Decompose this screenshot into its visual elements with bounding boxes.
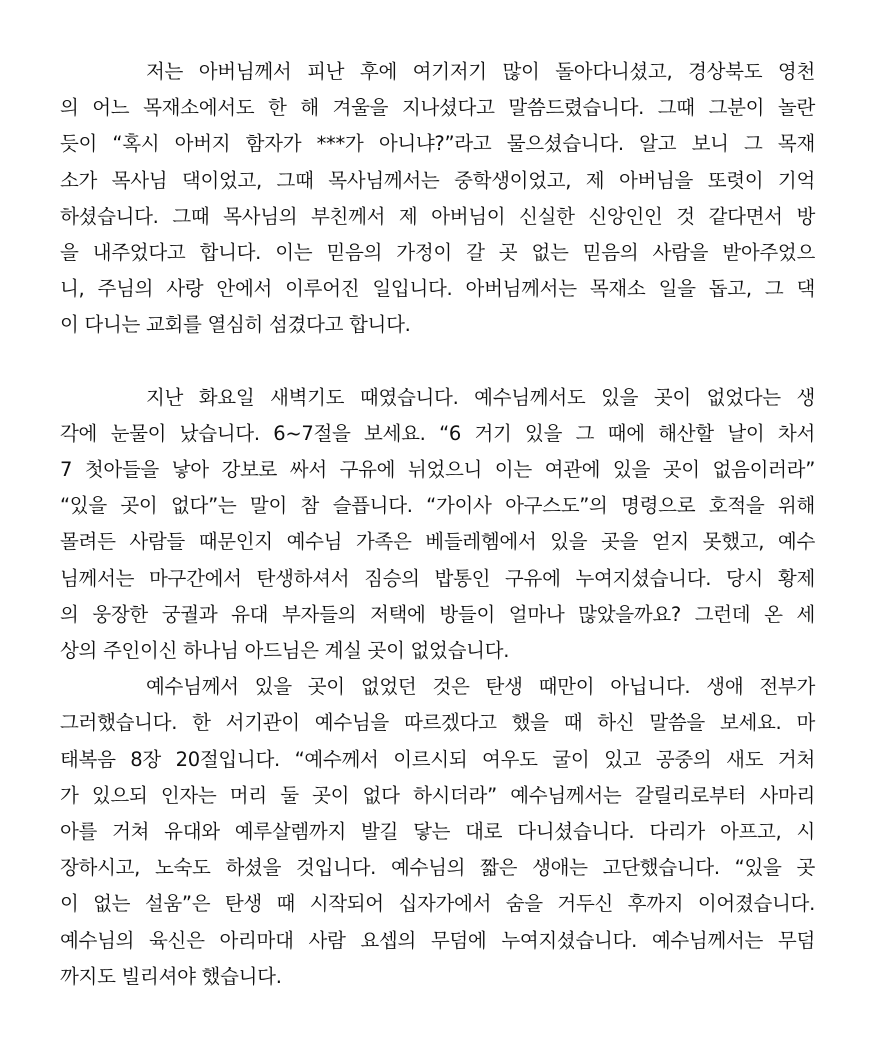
paragraph-whole-life xyxy=(60,669,815,995)
text-line: 님께서는 마구간에서 탄생하셔서 짐승의 밥통인 구유에 누여지셨습니다. 당시 황제 xyxy=(60,566,815,590)
text-line: 의 어느 목재소에서도 한 해 겨울을 지나셨다고 말씀드렸습니다. 그때 그분이 놀란 xyxy=(60,96,815,120)
text-line: 몰려든 사람들 때문인지 예수님 가족은 베들레헴에서 있을 곳을 얻지 못했고, 예수 xyxy=(60,530,815,554)
text-line: 듯이 “혹시 아버지 함자가 ***가 아니냐?”라고 물으셨습니다. 알고 보니 그 목재 xyxy=(60,132,815,156)
document-body xyxy=(60,54,815,995)
paragraph-no-place xyxy=(60,380,815,670)
text-line: 저는 아버님께서 피난 후에 여기저기 많이 돌아다니셨고, 경상북도 영천 xyxy=(146,60,815,83)
text-line: 소가 목사님 댁이었고, 그때 목사님께서는 중학생이었고, 제 아버님을 또렷이 기억 xyxy=(60,168,815,192)
text-line: 그러했습니다. 한 서기관이 예수님을 따르겠다고 했을 때 하신 말씀을 보세요. 마 xyxy=(60,711,815,735)
text-line: 이 다니는 교회를 열심히 섬겼다고 합니다. xyxy=(60,313,411,337)
text-line: 하셨습니다. 그때 목사님의 부친께서 제 아버님이 신실한 신앙인인 것 같다면서 방 xyxy=(60,204,815,228)
text-line: 상의 주인이신 하나님 아드님은 계실 곳이 없었습니다. xyxy=(60,639,510,663)
paragraph-father-story xyxy=(60,54,815,344)
text-line: 각에 눈물이 났습니다. 6~7절을 보세요. “6 거기 있을 그 때에 해산할 날이 차서 xyxy=(60,421,815,445)
text-line: 의 웅장한 궁궐과 유대 부자들의 저택에 방들이 얼마나 많았을까요? 그런데 온 세 xyxy=(60,602,815,626)
text-line: 장하시고, 노숙도 하셨을 것입니다. 예수님의 짧은 생애는 고단했습니다. “있을 곳 xyxy=(60,856,815,880)
text-line: 니, 주님의 사랑 안에서 이루어진 일입니다. 아버님께서는 목재소 일을 돕고, 그 댁 xyxy=(60,277,815,301)
text-line: 예수님의 육신은 아리마대 사람 요셉의 무덤에 누여지셨습니다. 예수님께서는 무덤 xyxy=(60,928,815,952)
paragraph-gap xyxy=(60,344,815,380)
text-line: 까지도 빌리셔야 했습니다. xyxy=(60,964,282,988)
text-line: 이 없는 설움”은 탄생 때 시작되어 십자가에서 숨을 거두신 후까지 이어졌습니다. xyxy=(60,892,815,916)
text-line: 예수님께서 있을 곳이 없었던 것은 탄생 때만이 아닙니다. 생애 전부가 xyxy=(146,675,815,699)
text-line: 을 내주었다고 합니다. 이는 믿음의 가정이 갈 곳 없는 믿음의 사람을 받아주었으 xyxy=(60,241,815,265)
text-line: 가 있으되 인자는 머리 둘 곳이 없다 하시더라” 예수님께서는 갈릴리로부터 사마리 xyxy=(60,783,815,807)
text-line: 아를 거쳐 유대와 예루살렘까지 발길 닿는 대로 다니셨습니다. 다리가 아프고, 시 xyxy=(60,820,815,844)
text-line: 지난 화요일 새벽기도 때였습니다. 예수님께서도 있을 곳이 없었다는 생 xyxy=(146,385,815,409)
text-line: “있을 곳이 없다”는 말이 참 슬픕니다. “가이사 아구스도”의 명령으로 호적을 위해 xyxy=(60,494,815,518)
text-line: 태복음 8장 20절입니다. “예수께서 이르시되 여우도 굴이 있고 공중의 새도 거처 xyxy=(60,747,815,771)
text-line: 7 첫아들을 낳아 강보로 싸서 구유에 뉘었으니 이는 여관에 있을 곳이 없음이러라” xyxy=(60,458,815,482)
